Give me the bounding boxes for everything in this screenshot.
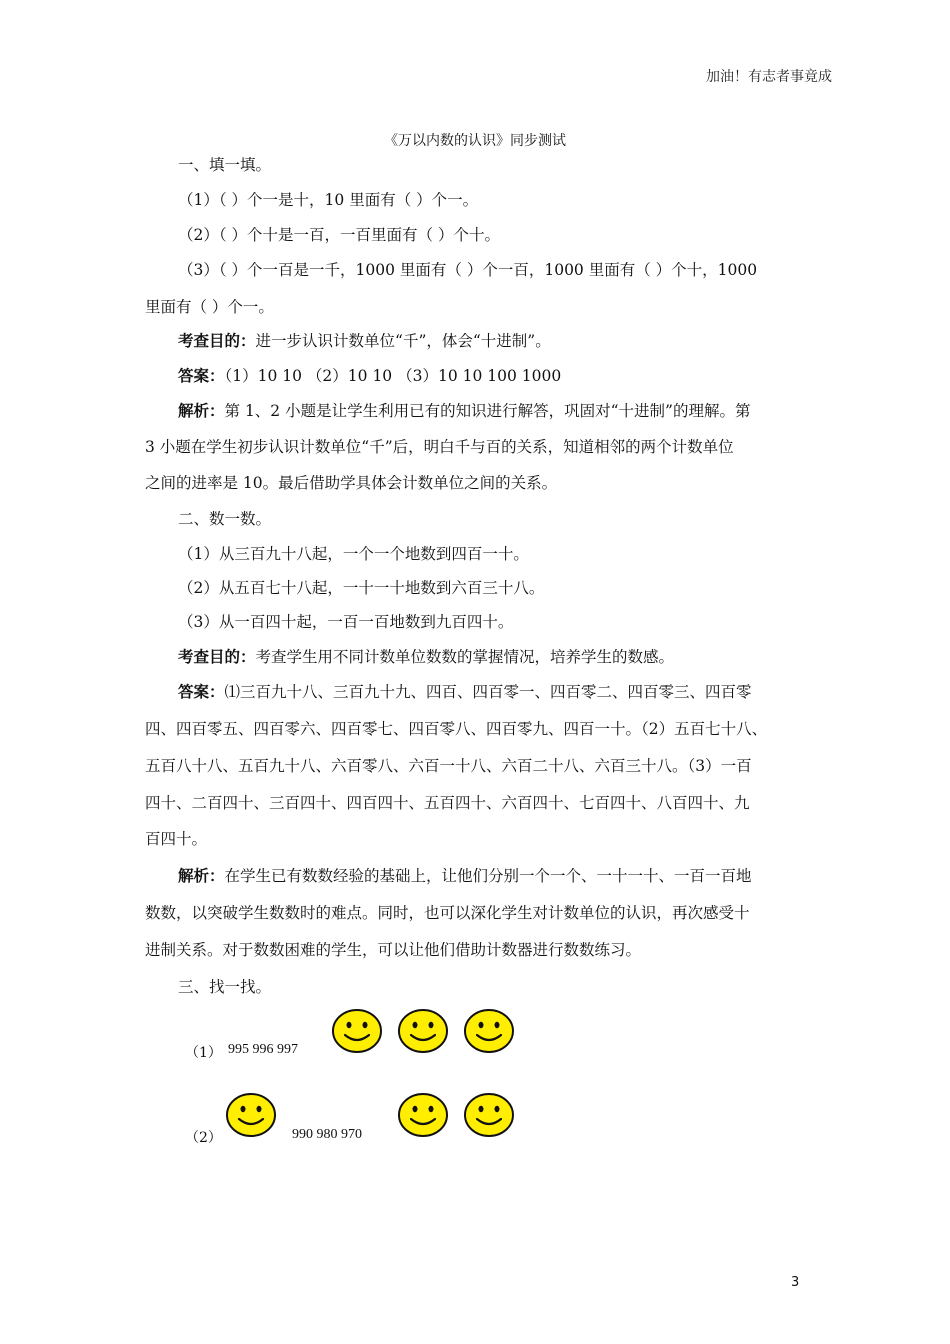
goal-text: 考查学生用不同计数单位数数的掌握情况，培养学生的数感。: [255, 648, 675, 666]
goal-label: 考查目的：: [178, 331, 256, 350]
section1-analysis-line1: [178, 399, 750, 421]
section3-q2-numbers: 990 980 970: [292, 1127, 362, 1142]
goal-text: 进一步认识计数单位“千”，体会“十进制”。: [255, 332, 551, 350]
section1-q2: （2）（ ）个十是一百，一百里面有（ ）个十。: [178, 226, 500, 244]
section2-analysis-line3: 进制关系。对于数数困难的学生，可以让他们借助计数器进行数数练习。: [145, 941, 642, 959]
section2-answer-line4: 四十、二百四十、三百四十、四百四十、五百四十、六百四十、七百四十、八百四十、九: [145, 794, 750, 812]
section3-heading: 三、找一找。: [178, 978, 272, 996]
smiley-face-icon: [397, 1092, 449, 1138]
smiley-face-icon: [463, 1008, 515, 1054]
section1-goal: [178, 329, 551, 351]
analysis-text: 第 1、2 小题是让学生利用已有的知识进行解答，巩固对“十进制”的理解。第: [224, 402, 751, 420]
section2-answer-line2: 四、四百零五、四百零六、四百零七、四百零八、四百零九、四百一十。（2）五百七十八、: [145, 720, 768, 738]
section2-q1: （1）从三百九十八起，一个一个地数到四百一十。: [178, 545, 529, 563]
answer-text: ⑴三百九十八、三百九十九、四百、四百零一、四百零二、四百零三、四百零: [224, 683, 752, 701]
analysis-text: 在学生已有数数经验的基础上，让他们分别一个一个、一十一十、一百一百地: [224, 867, 752, 885]
smiley-face-icon: [463, 1092, 515, 1138]
analysis-label: 解析：: [178, 401, 225, 420]
smiley-face-icon: [397, 1008, 449, 1054]
answer-label: 答案：: [178, 366, 225, 385]
section2-answer-line5: 百四十。: [145, 830, 208, 848]
document-title: 《万以内数的认识》同步测试: [384, 133, 566, 149]
page-number: 3: [791, 1275, 800, 1290]
section1-analysis-line2: 3 小题在学生初步认识计数单位“千”后，明白千与百的关系，知道相邻的两个计数单位: [145, 438, 734, 456]
section2-heading: 二、数一数。: [178, 510, 272, 528]
section1-q3-line2: 里面有（ ）个一。: [145, 298, 274, 316]
section3-q1-numbers: 995 996 997: [228, 1042, 298, 1057]
section1-q1: （1）（ ）个一是十，10 里面有（ ）个一。: [178, 191, 479, 209]
section2-q3: （3）从一百四十起，一百一百地数到九百四十。: [178, 613, 514, 631]
section2-answer-line3: 五百八十八、五百九十八、六百零八、六百一十八、六百二十八、六百三十八。（3）一百: [145, 757, 752, 775]
section2-analysis-line1: [178, 864, 752, 886]
section1-answer: [178, 364, 561, 386]
smiley-face-icon: [225, 1092, 277, 1138]
section3-q2-label: （2）: [185, 1130, 222, 1146]
answer-label: 答案：: [178, 682, 225, 701]
section2-q2: （2）从五百七十八起，一十一十地数到六百三十八。: [178, 579, 545, 597]
smiley-face-icon: [331, 1008, 383, 1054]
analysis-label: 解析：: [178, 866, 225, 885]
section1-heading: 一、填一填。: [178, 156, 272, 174]
page-header: 加油！有志者事竟成: [706, 69, 832, 85]
section1-analysis-line3: 之间的进率是 10。最后借助学具体会计数单位之间的关系。: [145, 474, 558, 492]
section2-goal: [178, 645, 674, 667]
section2-answer-line1: [178, 680, 752, 702]
section2-analysis-line2: 数数，以突破学生数数时的难点。同时，也可以深化学生对计数单位的认识，再次感受十: [145, 904, 750, 922]
section3-q1-label: （1）: [185, 1045, 222, 1061]
section1-q3-line1: （3）（ ）个一百是一千，1000 里面有（ ）个一百，1000 里面有（ ）个十，1000: [178, 261, 758, 279]
goal-label: 考查目的：: [178, 647, 256, 666]
answer-text: （1）10 10 （2）10 10 （3）10 10 100 1000: [224, 367, 562, 385]
